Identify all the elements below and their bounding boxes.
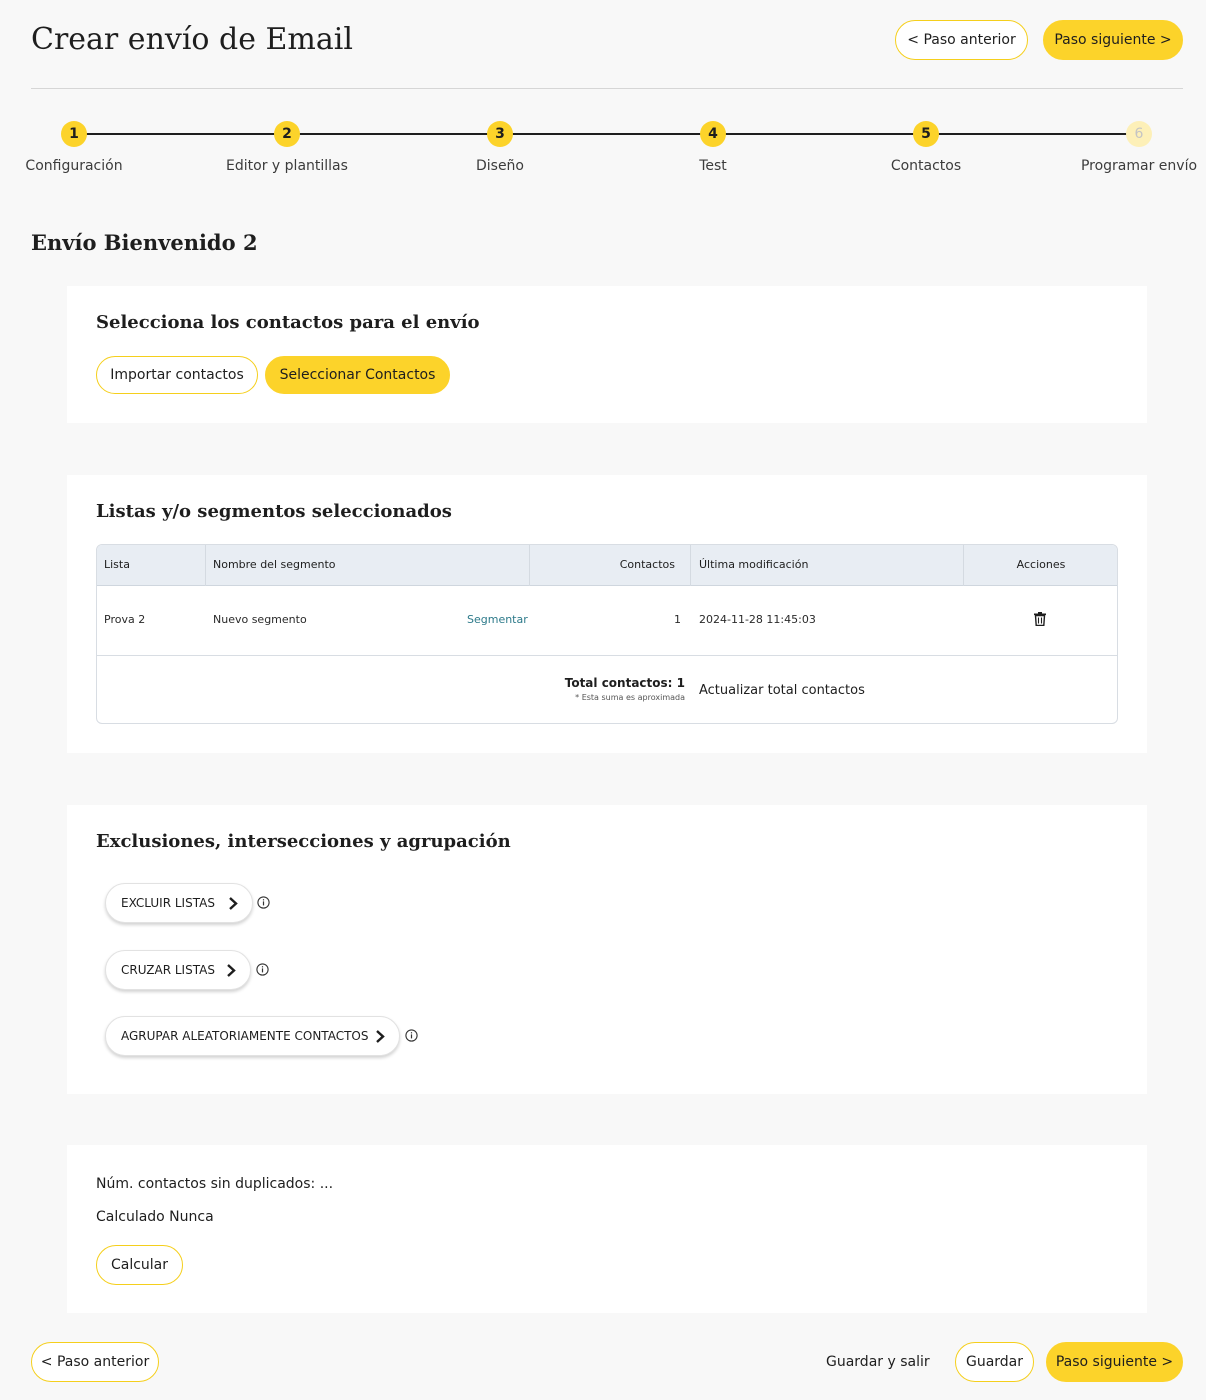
step-label: Diseño — [475, 158, 524, 174]
card-title: Exclusiones, intersecciones y agrupación — [96, 831, 511, 852]
info-icon[interactable] — [256, 963, 269, 976]
page-header — [31, 20, 1183, 89]
step-test[interactable] — [633, 120, 793, 174]
exclude-lists-button[interactable] — [105, 883, 253, 923]
column-header-segmento[interactable]: Nombre del segmento — [213, 558, 336, 571]
exclude-lists-label: EXCLUIR LISTAS — [121, 896, 215, 910]
chevron-right-icon — [375, 1029, 385, 1044]
footer-prev-step-button[interactable]: < Paso anterior — [31, 1342, 159, 1382]
column-divider — [690, 545, 691, 586]
calculated-status: Calculado Nunca — [96, 1209, 214, 1225]
step-number: 3 — [487, 121, 513, 147]
cross-lists-label: CRUZAR LISTAS — [121, 963, 215, 977]
campaign-name: Envío Bienvenido 2 — [31, 230, 258, 255]
column-divider — [529, 545, 530, 586]
step-label: Contactos — [890, 158, 962, 174]
column-divider — [205, 545, 206, 586]
page-title: Crear envío de Email — [31, 22, 353, 57]
calculate-button[interactable]: Calcular — [96, 1245, 183, 1285]
info-icon[interactable] — [405, 1029, 418, 1042]
save-and-exit-button[interactable]: Guardar y salir — [826, 1354, 930, 1370]
random-group-label: AGRUPAR ALEATORIAMENTE CONTACTOS — [121, 1029, 369, 1043]
footer-next-step-button[interactable]: Paso siguiente > — [1046, 1342, 1183, 1382]
step-label: Programar envío — [1080, 158, 1198, 174]
chevron-right-icon — [226, 963, 236, 978]
save-button[interactable]: Guardar — [955, 1342, 1034, 1382]
step-label: Configuración — [25, 158, 123, 174]
trash-icon[interactable] — [1034, 612, 1046, 626]
random-group-button[interactable] — [105, 1016, 400, 1056]
duplicates-card — [67, 1145, 1147, 1313]
wizard-stepper — [0, 120, 1206, 180]
cell-modificacion: 2024-11-28 11:45:03 — [699, 613, 816, 626]
step-programar — [1059, 120, 1206, 174]
step-number: 5 — [913, 121, 939, 147]
select-contacts-card — [67, 286, 1147, 423]
card-title: Selecciona los contactos para el envío — [96, 312, 480, 333]
segmentar-link[interactable]: Segmentar — [467, 613, 528, 626]
column-header-acciones: Acciones — [1016, 558, 1066, 571]
step-editor[interactable] — [207, 120, 367, 174]
step-number: 4 — [700, 121, 726, 147]
column-header-modificacion[interactable]: Última modificación — [699, 558, 809, 571]
chevron-right-icon — [228, 896, 238, 911]
cell-segmento: Nuevo segmento — [213, 613, 307, 626]
step-contactos[interactable] — [846, 120, 1006, 174]
refresh-total-link[interactable]: Actualizar total contactos — [699, 683, 865, 698]
step-number: 1 — [61, 121, 87, 147]
selected-lists-card — [67, 475, 1147, 753]
step-configuracion[interactable] — [0, 120, 154, 174]
selected-lists-table — [96, 544, 1118, 724]
step-diseno[interactable] — [420, 120, 580, 174]
cell-lista: Prova 2 — [104, 613, 146, 626]
select-contacts-button[interactable]: Seleccionar Contactos — [265, 356, 450, 394]
header-next-step-button[interactable]: Paso siguiente > — [1043, 20, 1183, 60]
total-contacts: Total contactos: 1 — [564, 676, 685, 690]
header-prev-step-button[interactable]: < Paso anterior — [895, 20, 1028, 60]
column-header-lista[interactable]: Lista — [104, 558, 130, 571]
column-header-contactos[interactable]: Contactos — [619, 558, 675, 571]
step-label: Editor y plantillas — [226, 158, 348, 174]
exclusions-card — [67, 805, 1147, 1094]
import-contacts-button[interactable]: Importar contactos — [96, 356, 258, 394]
info-icon[interactable] — [257, 896, 270, 909]
row-divider — [97, 655, 1117, 656]
card-title: Listas y/o segmentos seleccionados — [96, 501, 452, 522]
step-number: 2 — [274, 121, 300, 147]
table-header — [97, 545, 1117, 586]
step-label: Test — [699, 158, 727, 174]
cross-lists-button[interactable] — [105, 950, 251, 990]
total-note: * Esta suma es aproximada — [575, 693, 685, 702]
unique-contacts-count: Núm. contactos sin duplicados: ... — [96, 1176, 334, 1192]
step-number: 6 — [1126, 121, 1152, 147]
cell-contactos: 1 — [674, 613, 681, 626]
